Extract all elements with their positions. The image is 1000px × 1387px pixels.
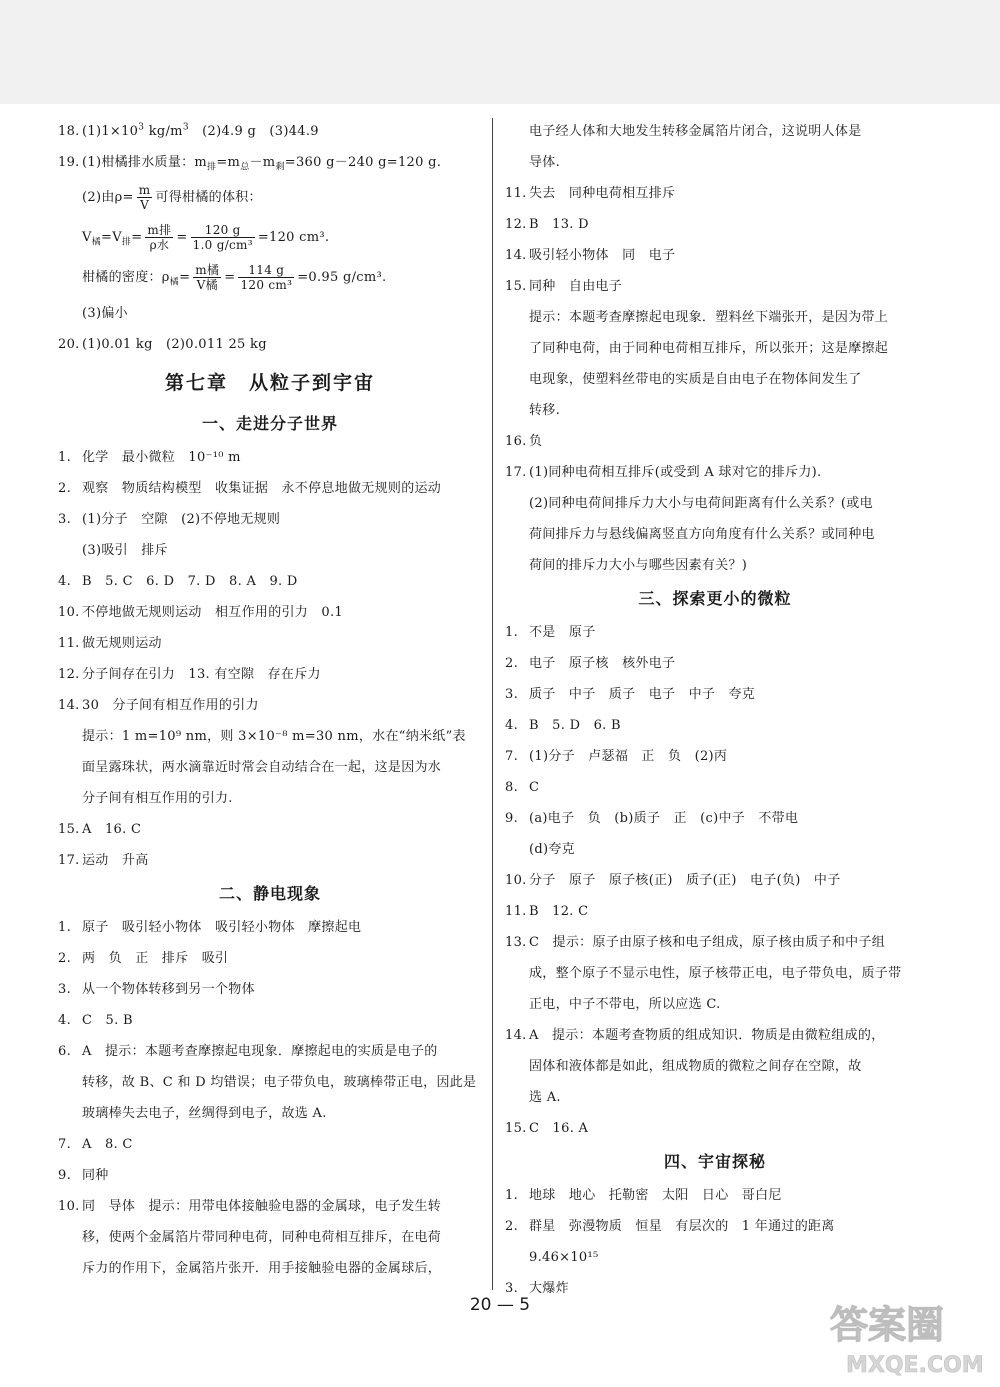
section-title: 二、静电现象 <box>218 884 321 903</box>
answer-line <box>58 1253 482 1284</box>
answer-line <box>58 1129 482 1160</box>
answer-number: 20. <box>58 337 80 352</box>
answer-line <box>505 178 925 209</box>
watermark-text-1: 答案圈 <box>830 1303 945 1347</box>
answer-line <box>505 896 925 927</box>
answer-number: 10. <box>505 873 527 888</box>
answer-line <box>505 271 925 302</box>
answer-line <box>505 1180 925 1211</box>
answer-line <box>505 834 925 865</box>
answer-text: 群星 弥漫物质 恒星 有层次的 1 年通过的距离 <box>529 1219 835 1234</box>
watermark-text-2: MXQE.COM <box>846 1353 984 1378</box>
answer-text: 分子间存在引力 13. 有空隙 存在斥力 <box>82 667 321 682</box>
answer-line <box>58 943 482 974</box>
answer-number: 3. <box>58 512 72 527</box>
answer-line <box>505 617 925 648</box>
answer-text: 不是 原子 <box>529 625 596 640</box>
answer-text: C 5. B <box>82 1013 133 1028</box>
left-column <box>58 116 482 1284</box>
answer-text: 转移. <box>529 403 561 418</box>
answer-number: 2. <box>58 951 72 966</box>
answer-text: 吸引轻小物体 同 电子 <box>529 248 676 263</box>
fraction-values: $\frac{120 g}{\text{1.0 g/cm³}}$ <box>192 223 253 252</box>
answer-text: 选 A. <box>529 1090 561 1105</box>
answer-number: 7. <box>58 1137 72 1152</box>
answer-line <box>505 364 925 395</box>
answer-text: 导体. <box>529 155 561 170</box>
answer-text: A 16. C <box>82 822 142 837</box>
answer-number: 2. <box>58 481 72 496</box>
answer-number: 9. <box>505 811 519 826</box>
section-2-answers-continued <box>505 116 925 581</box>
answer-line <box>58 1036 482 1067</box>
answer-line <box>58 845 482 876</box>
answer-number: 14. <box>505 248 527 263</box>
answer-line <box>505 1020 925 1051</box>
answer-line <box>58 1160 482 1191</box>
answer-number: 12. <box>58 667 80 682</box>
answer-line <box>505 679 925 710</box>
section-4-answers <box>505 1180 925 1304</box>
answer-number: 4. <box>58 574 72 589</box>
answer-line <box>58 1191 482 1222</box>
answer-text: 荷间的排斥力大小与哪些因素有关？) <box>529 558 748 573</box>
answer-line <box>58 814 482 845</box>
fraction-mass-over-volume: $\frac{\text{m橘}}{\text{V橘}}$ <box>195 263 220 292</box>
answer-text: 同 导体 提示：用带电体接触验电器的金属球，电子发生转 <box>82 1199 442 1214</box>
answer-line <box>505 426 925 457</box>
answer-line <box>58 974 482 1005</box>
answer-text: (a)电子 负 (b)质子 正 (c)中子 不带电 <box>529 811 799 826</box>
answer-text: 固体和液体都是如此，组成物质的微粒之间存在空隙，故 <box>529 1059 862 1074</box>
answer-number: 15. <box>58 822 80 837</box>
answer-number: 1. <box>505 625 519 640</box>
answer-number: 10. <box>58 1199 80 1214</box>
answer-text: 成，整个原子不显示电性，原子核带正电，电子带负电，质子带 <box>529 966 902 981</box>
answer-line <box>505 927 925 958</box>
answer-text: 荷间排斥力与悬线偏离竖直方向角度有什么关系？或同种电 <box>529 527 875 542</box>
section-title: 三、探索更小的微粒 <box>638 589 792 608</box>
page-number: 20 — 5 <box>469 1295 531 1315</box>
answer-text: 化学 最小微粒 10⁻¹⁰ m <box>82 450 241 465</box>
answer-line <box>505 550 925 581</box>
answer-number: 4. <box>58 1013 72 1028</box>
answer-text: 不停地做无规则运动 相互作用的引力 0.1 <box>82 605 343 620</box>
answer-number: 17. <box>505 465 527 480</box>
answer-text: 做无规则运动 <box>82 636 162 651</box>
answer-line <box>505 457 925 488</box>
answer-text: 失去 同种电荷相互排斥 <box>529 186 676 201</box>
answer-text: 转移，故 B、C 和 D 均错误；电子带负电，玻璃棒带正电，因此是 <box>82 1075 477 1090</box>
answer-19-line-5: (3)偏小 <box>82 306 128 321</box>
answer-text: 运动 升高 <box>82 853 149 868</box>
answer-number: 1. <box>58 920 72 935</box>
answer-number: 14. <box>505 1028 527 1043</box>
top-margin-band <box>0 0 1000 104</box>
section-2-answers <box>58 912 482 1284</box>
answer-text: A 提示：本题考查摩擦起电现象．摩擦起电的实质是电子的 <box>82 1044 438 1059</box>
answer-number: 2. <box>505 656 519 671</box>
answer-text: 面呈露珠状，两水滴靠近时常会自动结合在一起，这是因为水 <box>82 760 442 775</box>
answer-text: 观察 物质结构模型 收集证据 永不停息地做无规则的运动 <box>82 481 442 496</box>
answer-text: 正电，中子不带电，所以应选 C. <box>529 997 721 1012</box>
answer-number: 3. <box>505 687 519 702</box>
answer-number: 7. <box>505 749 519 764</box>
answer-text: (2)同种电荷间排斥力大小与电荷间距离有什么关系？(或电 <box>529 496 873 511</box>
answer-text: 原子 吸引轻小物体 吸引轻小物体 摩擦起电 <box>82 920 362 935</box>
answer-line <box>58 566 482 597</box>
section-3-answers <box>505 617 925 1144</box>
answer-text: (1)分子 空隙 (2)不停地无规则 <box>82 512 281 527</box>
answer-text: A 提示：本题考查物质的组成知识．物质是由微粒组成的， <box>529 1028 885 1043</box>
answer-text: 质子 中子 质子 电子 中子 夸克 <box>529 687 756 702</box>
answer-line <box>58 535 482 566</box>
answer-line <box>505 1113 925 1144</box>
watermark-logo <box>818 1288 988 1382</box>
answer-line <box>505 116 925 147</box>
section-title: 一、走进分子世界 <box>201 414 338 433</box>
answer-text: 9.46×10¹⁵ <box>529 1250 599 1265</box>
answer-line <box>505 1242 925 1273</box>
section-1-answers <box>58 442 482 876</box>
answer-text: 提示：1 m=10⁹ nm，则 3×10⁻⁸ m=30 nm，水在“纳米纸”表 <box>82 729 466 744</box>
column-divider <box>492 118 493 1290</box>
answer-text: 提示：本题考查摩擦起电现象．塑料丝下端张开，是因为带上 <box>529 310 889 325</box>
answer-text: C 16. A <box>529 1121 589 1136</box>
answer-text: B 5. C 6. D 7. D 8. A 9. D <box>82 574 298 589</box>
answer-line <box>58 1005 482 1036</box>
right-column <box>505 116 925 1304</box>
answer-text: 负 <box>529 434 543 449</box>
answer-line <box>505 1211 925 1242</box>
answer-text: B 12. C <box>529 904 589 919</box>
answer-number: 19. <box>58 155 80 170</box>
answer-line <box>58 659 482 690</box>
answer-line <box>58 690 482 721</box>
answer-number: 8. <box>505 780 519 795</box>
answer-number: 3. <box>505 1281 519 1296</box>
answer-line <box>58 1067 482 1098</box>
answer-line <box>505 648 925 679</box>
answer-text: 斥力的作用下，金属箔片张开．用手接触验电器的金属球后， <box>82 1261 442 1276</box>
answer-line <box>58 912 482 943</box>
answer-number: 17. <box>58 853 80 868</box>
answer-line <box>505 772 925 803</box>
answer-text: 移，使两个金属箔片带同种电荷，同种电荷相互排斥，在电荷 <box>82 1230 442 1245</box>
answer-text: 大爆炸 <box>529 1281 569 1296</box>
answer-line <box>505 803 925 834</box>
answer-19-line-1: 19. (1)柑橘排水质量：$m_排=m_总-m_剩=360$ g－240 g=120 g. <box>58 147 482 178</box>
answer-text: 了同种电荷，由于同种电荷相互排斥，所以张开；这是摩擦起 <box>529 341 889 356</box>
answer-line <box>505 519 925 550</box>
answer-line <box>58 504 482 535</box>
watermark-graphic <box>818 1288 988 1382</box>
answer-text: B 5. D 6. B <box>529 718 621 733</box>
answer-line <box>58 442 482 473</box>
answer-text: B 13. D <box>529 217 589 232</box>
answer-line <box>58 1222 482 1253</box>
section-title: 四、宇宙探秘 <box>663 1152 766 1171</box>
answer-line <box>505 989 925 1020</box>
answer-text: A 8. C <box>82 1137 133 1152</box>
answer-text: (1)同种电荷相互排斥(或受到 A 球对它的排斥力). <box>529 465 822 480</box>
answer-line <box>505 147 925 178</box>
answer-20: 20. (1)0.01 kg (2)0.011 25 kg <box>58 329 482 360</box>
answer-number: 1. <box>58 450 72 465</box>
answer-number: 10. <box>58 605 80 620</box>
answer-line <box>505 333 925 364</box>
answer-line <box>505 302 925 333</box>
answer-text: C 提示：原子由原子核和电子组成，原子核由质子和中子组 <box>529 935 886 950</box>
answer-number: 13. <box>505 935 527 950</box>
answer-number: 6. <box>58 1044 72 1059</box>
answer-18: 18. $(1)1\times 10^3$ $kg/m^3$ (2)4.9 g (3)44.9 <box>58 116 482 147</box>
answer-text: C <box>529 780 540 795</box>
answer-line <box>505 1051 925 1082</box>
answer-line <box>58 628 482 659</box>
answer-number: 11. <box>505 186 527 201</box>
answer-text: 电子 原子核 核外电子 <box>529 656 676 671</box>
answer-line <box>58 1098 482 1129</box>
answer-number: 12. <box>505 217 527 232</box>
answer-19-line-4: 柑橘的密度：$\rho_橘=$ $\frac{\text{m橘}}{\text{V橘}}$ = $\frac{114 g}{\text{120 cm³}}$ =0.95 g/cm³. <box>82 263 387 292</box>
answer-line <box>505 710 925 741</box>
answer-number: 15. <box>505 1121 527 1136</box>
answer-number: 9. <box>58 1168 72 1183</box>
answer-text: 电现象，使塑料丝带电的实质是自由电子在物体间发生了 <box>529 372 862 387</box>
fraction-mass-over-density: $\frac{\text{m排}}{\text{ρ水}}$ <box>147 223 172 252</box>
answer-number: 16. <box>505 434 527 449</box>
answer-19-line-3: $V_橘=V_排=$ $\frac{\text{m排}}{\text{ρ水}}$ = $\frac{120 g}{\text{1.0 g/cm³}}$ =120 cm³. <box>82 223 330 252</box>
answer-line <box>505 488 925 519</box>
answer-text: 从一个物体转移到另一个物体 <box>82 982 255 997</box>
answer-line <box>58 783 482 814</box>
answer-number: 15. <box>505 279 527 294</box>
answer-text: 同种 自由电子 <box>529 279 623 294</box>
answer-line <box>58 721 482 752</box>
answer-number: 2. <box>505 1219 519 1234</box>
answer-number: 11. <box>505 904 527 919</box>
answer-text: 地球 地心 托勒密 太阳 日心 哥白尼 <box>529 1188 782 1203</box>
answer-text: 30 分子间有相互作用的引力 <box>82 698 259 713</box>
answer-line <box>505 395 925 426</box>
answer-text: (3)吸引 排斥 <box>82 543 168 558</box>
answer-text: (d)夸克 <box>529 842 575 857</box>
answer-line <box>505 209 925 240</box>
answer-line <box>58 473 482 504</box>
answer-text: 两 负 正 排斥 吸引 <box>82 951 229 966</box>
answer-19-line-2: (2)由ρ= $\frac{m}{V}$ 可得柑橘的体积： <box>82 183 262 212</box>
answer-number: 11. <box>58 636 80 651</box>
answer-number: 4. <box>505 718 519 733</box>
fraction-m-over-v: $\frac{m}{V}$ <box>138 183 151 212</box>
answer-line <box>505 1082 925 1113</box>
answer-text: 玻璃棒失去电子，丝绸得到电子，故选 A. <box>82 1106 327 1121</box>
answer-text: 分子 原子 原子核(正) 质子(正) 电子(负) 中子 <box>529 873 841 888</box>
answer-line <box>505 958 925 989</box>
answer-number: 14. <box>58 698 80 713</box>
answer-line <box>58 752 482 783</box>
answer-number: 18. <box>58 124 80 139</box>
answer-text: 分子间有相互作用的引力. <box>82 791 233 806</box>
answer-number: 3. <box>58 982 72 997</box>
answer-text: 电子经人体和大地发生转移金属箔片闭合，这说明人体是 <box>529 124 862 139</box>
answer-line <box>505 865 925 896</box>
answer-line <box>505 741 925 772</box>
fraction-values: $\frac{114 g}{\text{120 cm³}}$ <box>240 263 293 292</box>
answer-line <box>58 597 482 628</box>
answer-line <box>505 240 925 271</box>
answer-text: 同种 <box>82 1168 109 1183</box>
answer-number: 1. <box>505 1188 519 1203</box>
answer-text: (1)分子 卢瑟福 正 负 (2)丙 <box>529 749 728 764</box>
chapter-title: 第七章 从粒子到宇宙 <box>164 372 375 394</box>
